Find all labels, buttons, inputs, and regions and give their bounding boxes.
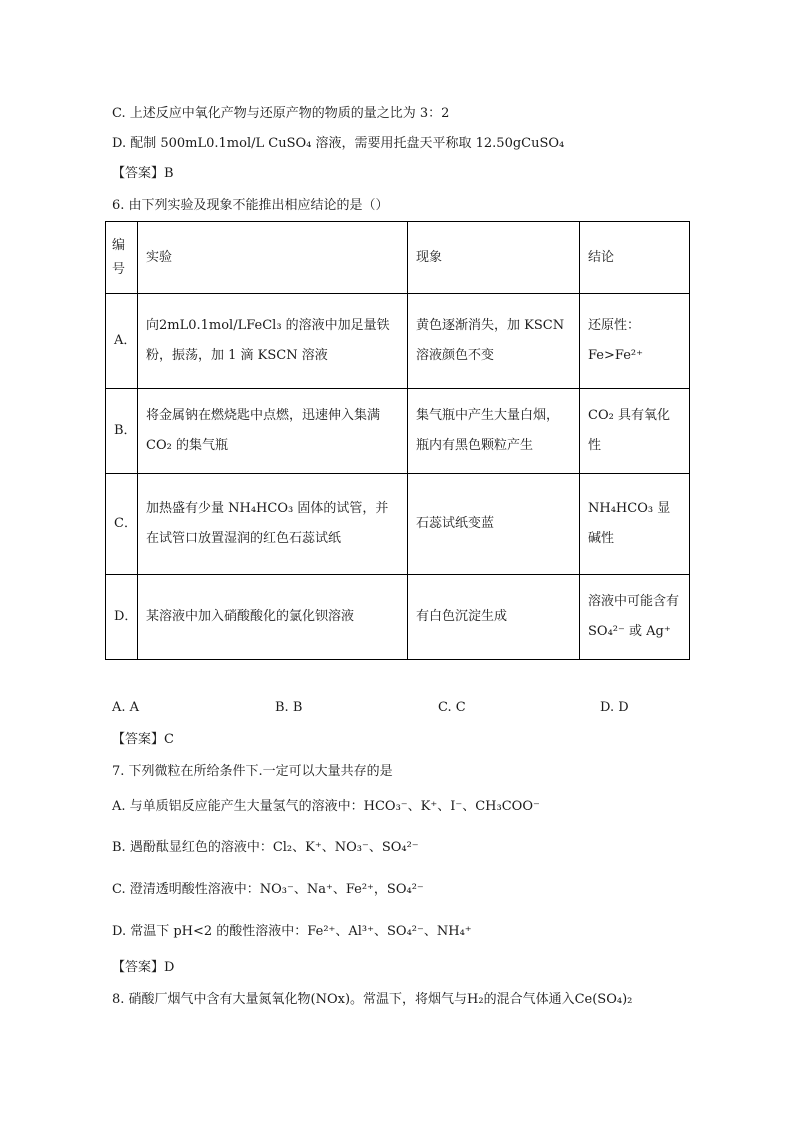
row-phenomenon: 黄色逐渐消失，加 KSCN 溶液颜色不变 <box>408 294 580 389</box>
row-experiment: 向2mL0.1mol/LFeCl₃ 的溶液中加足量铁粉，振荡，加 1 滴 KSCN 溶液 <box>138 294 408 389</box>
row-id: D． <box>106 575 138 660</box>
table-row <box>106 389 690 474</box>
header-cell-phenomenon: 现象 <box>408 222 580 294</box>
q6-stem: 6. 由下列实验及现象不能推出相应结论的是（） <box>112 198 389 213</box>
q6-choice-d: D. D <box>600 700 629 715</box>
row-phenomenon: 有白色沉淀生成 <box>408 575 580 660</box>
row-conclusion: 溶液中可能含有SO₄²⁻ 或 Ag⁺ <box>580 575 690 660</box>
table-row <box>106 474 690 575</box>
q6-choice-b: B. B <box>275 700 303 715</box>
table-row <box>106 575 690 660</box>
q7-option-c: C. 澄清透明酸性溶液中：NO₃⁻、Na⁺、Fe²⁺，SO₄²⁻ <box>112 882 424 897</box>
row-conclusion: NH₄HCO₃ 显碱性 <box>580 474 690 575</box>
q5-answer <box>112 164 174 184</box>
row-id: B． <box>106 389 138 474</box>
row-phenomenon: 石蕊试纸变蓝 <box>408 474 580 575</box>
answer-tag: 【答案】 <box>112 166 165 181</box>
q7-answer <box>112 958 174 978</box>
q7-stem: 7. 下列微粒在所给条件下.一定可以大量共存的是 <box>112 764 393 779</box>
row-id: A． <box>106 294 138 389</box>
q7-option-b: B. 遇酚酞显红色的溶液中：Cl₂、K⁺、NO₃⁻、SO₄²⁻ <box>112 840 419 855</box>
table-row <box>106 294 690 389</box>
q5-option-d: D. 配制 500mL0.1mol/L CuSO₄ 溶液，需要用托盘天平称取 12.50gCuSO₄ <box>112 136 565 151</box>
answer-tag: 【答案】 <box>112 960 165 975</box>
row-phenomenon: 集气瓶中产生大量白烟，瓶内有黑色颗粒产生 <box>408 389 580 474</box>
header-cell-id: 编号 <box>106 222 138 294</box>
q6-choice-a: A. A <box>112 700 140 715</box>
header-cell-conclusion: 结论 <box>580 222 690 294</box>
header-cell-experiment: 实验 <box>138 222 408 294</box>
q7-option-a: A. 与单质铝反应能产生大量氢气的溶液中：HCO₃⁻、K⁺、I⁻、CH₃COO⁻ <box>112 799 540 814</box>
experiment-table <box>105 221 690 660</box>
table-header-row <box>106 222 690 294</box>
q5-option-c: C. 上述反应中氧化产物与还原产物的物质的量之比为 3：2 <box>112 106 450 121</box>
row-conclusion: 还原性：Fe>Fe²⁺ <box>580 294 690 389</box>
answer-tag: 【答案】 <box>112 732 165 747</box>
row-experiment: 加热盛有少量 NH₄HCO₃ 固体的试管，并在试管口放置湿润的红色石蕊试纸 <box>138 474 408 575</box>
q7-option-d: D. 常温下 pH<2 的酸性溶液中：Fe²⁺、Al³⁺、SO₄²⁻、NH₄⁺ <box>112 924 472 939</box>
answer-value: C <box>164 732 174 747</box>
answer-value: B <box>164 166 174 181</box>
row-experiment: 将金属钠在燃烧匙中点燃，迅速伸入集满CO₂ 的集气瓶 <box>138 389 408 474</box>
row-id: C． <box>106 474 138 575</box>
q6-choice-c: C. C <box>438 700 466 715</box>
q6-answer <box>112 730 174 750</box>
q8-stem: 8. 硝酸厂烟气中含有大量氮氧化物(NOx)。常温下，将烟气与H₂的混合气体通入Ce(SO₄)₂ <box>112 992 633 1007</box>
answer-value: D <box>164 960 175 975</box>
row-conclusion: CO₂ 具有氧化性 <box>580 389 690 474</box>
row-experiment: 某溶液中加入硝酸酸化的氯化钡溶液 <box>138 575 408 660</box>
